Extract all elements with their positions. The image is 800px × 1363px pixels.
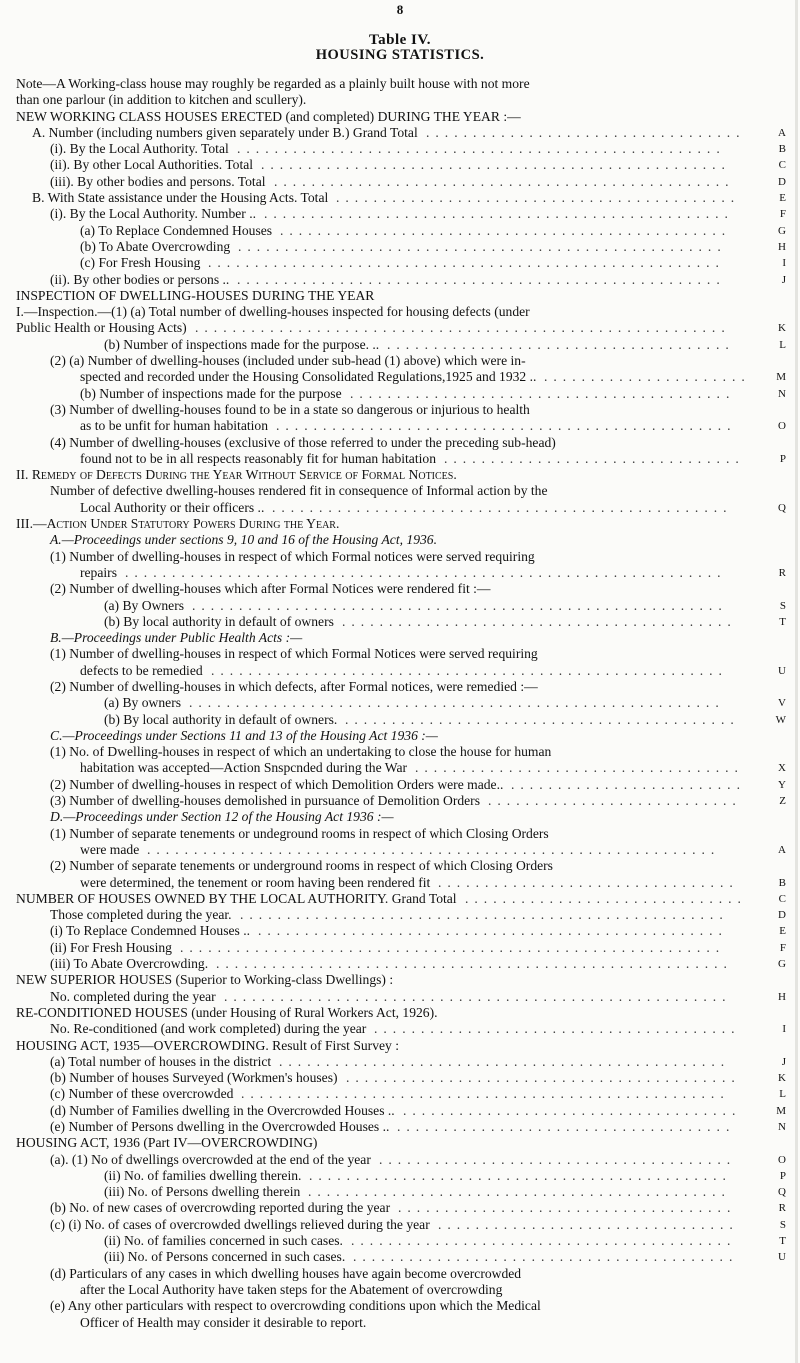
statistic-row <box>16 842 786 858</box>
line-text: (iii) No. of Persons dwelling therein <box>104 1184 301 1200</box>
text-line <box>16 646 786 662</box>
line-text: (ii). By other Local Authorities. Total <box>50 157 254 173</box>
line-text: after the Local Authority have taken steps for the Abatement of overcrowding <box>80 1281 503 1297</box>
leader-dots: ................................................ <box>280 222 732 238</box>
line-text: NEW WORKING CLASS HOUSES ERECTED (and completed) DURING THE YEAR :— <box>16 108 521 124</box>
leader-dots: ......................... <box>511 776 746 792</box>
leader-dots: .......................................................... <box>180 939 726 955</box>
line-text: Public Health or Housing Acts) <box>16 320 187 336</box>
line-text: (a) By Owners <box>104 597 185 613</box>
row-letter-label: A <box>776 125 786 141</box>
leader-dots: ................................ <box>444 450 745 466</box>
leader-dots: ................................................. <box>272 499 733 515</box>
line-text: HOUSING ACT, 1936 (Part IV—OVERCROWDING) <box>16 1135 318 1151</box>
text-line <box>16 402 786 418</box>
text-line <box>16 435 786 451</box>
row-letter-label: C <box>777 891 786 907</box>
text-line <box>16 679 786 695</box>
line-text: repairs <box>80 564 117 580</box>
statistic-row <box>16 500 786 516</box>
text-line <box>16 483 786 499</box>
line-text: A. Number (including numbers given separately under B.) Grand Total <box>32 124 418 140</box>
text-line <box>16 1315 786 1331</box>
row-letter-label: V <box>776 695 786 711</box>
row-letter-label: F <box>778 940 786 956</box>
leader-dots: .................................... <box>397 1119 736 1134</box>
row-letter-label: L <box>777 1086 786 1102</box>
row-letter-label: L <box>777 337 786 353</box>
row-letter-label: D <box>776 907 786 923</box>
line-text: NUMBER OF HOUSES OWNED BY THE LOCAL AUTHORITY. Grand Total <box>16 890 457 906</box>
line-text: (d) Particulars of any cases in which dwelling houses have again become overcrowded <box>50 1265 522 1281</box>
line-text: Local Authority or their officers .. <box>80 499 265 515</box>
statistic-row <box>16 125 786 141</box>
text-line <box>16 532 786 548</box>
statistic-row <box>16 923 786 939</box>
row-letter-label: C <box>777 157 786 173</box>
statistic-row <box>16 1249 786 1265</box>
leader-dots: ................................ <box>438 1216 739 1232</box>
text-line <box>16 1005 786 1021</box>
statistic-row <box>16 1086 786 1102</box>
leader-dots: .................................................... <box>241 1086 730 1102</box>
row-letter-label: U <box>776 663 786 679</box>
line-text: (iii) No. of Persons concerned in such cases. <box>104 1249 346 1265</box>
line-text: A.—Proceedings under sections 9, 10 and 16 of the Housing Act, 1936. <box>50 532 438 548</box>
leader-dots: .................................... <box>398 1200 737 1216</box>
line-text: Officer of Health may consider it desirable to report. <box>80 1314 367 1330</box>
leader-dots: ................................... <box>415 760 744 776</box>
leader-dots: ....................................................... <box>211 662 728 678</box>
leader-dots: .......................................... <box>346 1070 741 1086</box>
statistic-row <box>16 239 786 255</box>
line-text: I.—Inspection.—(1) (a) Total number of dwelling-houses inspected for housing defects (under <box>16 304 530 320</box>
text-line <box>16 1298 786 1314</box>
row-letter-label: A <box>776 842 786 858</box>
leader-dots: .................................................. <box>261 157 731 173</box>
statistic-row <box>16 418 786 434</box>
line-text: (ii) No. of families dwelling therein. <box>104 1167 302 1183</box>
row-letter-label: Z <box>777 793 786 809</box>
statistic-row <box>16 940 786 956</box>
line-text: Number of defective dwelling-houses rendered fit in consequence of Informal action by the <box>50 483 548 499</box>
text-line <box>16 353 786 369</box>
statistic-row <box>16 614 786 630</box>
line-text: (a) By owners <box>104 695 182 711</box>
leader-dots: ................................................ <box>279 1053 731 1069</box>
statistic-row <box>16 1217 786 1233</box>
statistic-row <box>16 1233 786 1249</box>
text-line <box>16 1282 786 1298</box>
line-text: III.—Action Under Statutory Powers During the Year. <box>16 516 340 532</box>
line-text: (c) For Fresh Housing <box>80 255 201 271</box>
statistic-row <box>16 565 786 581</box>
line-text: NEW SUPERIOR HOUSES (Superior to Working-class Dwellings) : <box>16 972 394 988</box>
leader-dots: ......................................................... <box>192 597 728 613</box>
row-letter-label: K <box>776 1070 786 1086</box>
text-line <box>16 467 786 483</box>
statistic-row <box>16 663 786 679</box>
line-text: (b) By local authority in default of owners <box>104 613 334 629</box>
line-text: (c) (i) No. of cases of overcrowded dwellings relieved during the year <box>50 1216 430 1232</box>
leader-dots: .................................................... <box>238 238 727 254</box>
line-text: (d) Number of Families dwelling in the Overcrowded Houses .. <box>50 1102 395 1118</box>
statistics-body <box>16 76 786 1331</box>
statistic-row <box>16 891 786 907</box>
text-line <box>16 304 786 320</box>
line-text: (b) Number of inspections made for the purpose. .. <box>104 336 380 352</box>
statistic-row <box>16 695 786 711</box>
line-text: (i) To Replace Condemned Houses .. <box>50 923 251 939</box>
line-text: Note—A Working-class house may roughly be regarded as a plainly built house with not more <box>16 76 530 91</box>
line-text: B. With State assistance under the Housing Acts. Total <box>32 190 329 206</box>
leader-dots: .................................................... <box>237 271 726 287</box>
leader-dots: ............................................. <box>309 1167 732 1183</box>
leader-dots: ...................................... <box>379 1151 737 1167</box>
statistic-row <box>16 206 786 222</box>
row-letter-label: B <box>777 875 786 891</box>
row-letter-label: S <box>778 598 786 614</box>
statistic-row <box>16 174 786 190</box>
text-line <box>16 728 786 744</box>
line-text: (a) Total number of houses in the district <box>50 1053 272 1069</box>
statistic-row <box>16 956 786 972</box>
statistic-row <box>16 1119 786 1135</box>
line-text: found not to be in all respects reasonably fit for human habitation <box>80 450 436 466</box>
leader-dots: ....................................................... <box>216 956 733 972</box>
leader-dots: ............................................................. <box>147 841 721 857</box>
leader-dots: ................................................. <box>276 418 737 434</box>
statistic-row <box>16 272 786 288</box>
line-text: (3) Number of dwelling-houses found to be in a state so dangerous or injurious to health <box>50 401 530 417</box>
row-letter-label: O <box>776 418 786 434</box>
row-letter-label: B <box>777 141 786 157</box>
line-text: (e) Any other particulars with respect to overcrowding conditions upon which the Medical <box>50 1298 541 1314</box>
row-letter-label: K <box>776 320 786 336</box>
row-letter-label: O <box>776 1152 786 1168</box>
leader-dots: .......................................... <box>345 711 740 727</box>
statistic-row <box>16 760 786 776</box>
leader-dots: ...................................................... <box>224 988 732 1004</box>
statistic-row <box>16 190 786 206</box>
statistic-row <box>16 1152 786 1168</box>
leader-dots: ................................ <box>438 874 739 890</box>
text-line <box>16 581 786 597</box>
line-text: No. Re-conditioned (and work completed) during the year <box>50 1021 367 1037</box>
text-line <box>16 76 786 92</box>
statistic-row <box>16 1168 786 1184</box>
line-text: INSPECTION OF DWELLING-HOUSES DURING THE YEAR <box>16 287 375 303</box>
row-letter-label: M <box>774 1103 786 1119</box>
line-text: No. completed during the year <box>50 988 216 1004</box>
line-text: (a). (1) No of dwellings overcrowded at the end of the year <box>50 1151 371 1167</box>
leader-dots: ....................................................... <box>208 255 725 271</box>
line-text: (2) (a) Number of dwelling-houses (included under sub-head (1) above) which were in- <box>50 353 526 369</box>
leader-dots: ......................................... <box>351 1233 737 1249</box>
line-text: (4) Number of dwelling-houses (exclusive of those referred to under the preceding sub-head) <box>50 434 556 450</box>
line-text: (2) Number of dwelling-houses in which defects, after Formal notices, were remedied :— <box>50 678 538 694</box>
line-text: (iii). By other bodies and persons. Total <box>50 173 266 189</box>
line-text: D.—Proceedings under Section 12 of the Housing Act 1936 :— <box>50 809 394 825</box>
text-line <box>16 858 786 874</box>
leader-dots: ....................................... <box>374 1021 741 1037</box>
text-line <box>16 92 786 108</box>
line-text: (2) Number of separate tenements or underground rooms in respect of which Closing Orders <box>50 858 553 874</box>
text-line <box>16 809 786 825</box>
line-text: spected and recorded under the Housing Consolidated Regulations,1925 and 1932 .. <box>80 369 537 385</box>
leader-dots: ......................................... <box>350 385 736 401</box>
row-letter-label: W <box>774 712 786 728</box>
leader-dots: ..................................... <box>387 336 735 352</box>
statistic-row <box>16 712 786 728</box>
leader-dots: ......................................... <box>353 1249 739 1265</box>
row-letter-label: F <box>778 206 786 222</box>
line-text: (b) By local authority in default of owners. <box>104 711 338 727</box>
line-text: (2) Number of dwelling-houses in respect of which Demolition Orders were made.. <box>50 776 504 792</box>
text-line <box>16 630 786 646</box>
line-text: defects to be remedied <box>80 662 203 678</box>
leader-dots: ........................................... <box>336 190 741 206</box>
statistic-row <box>16 337 786 353</box>
section-title: HOUSING STATISTICS. <box>315 47 485 63</box>
text-line <box>16 826 786 842</box>
line-text: (a) To Replace Condemned Houses <box>80 222 273 238</box>
row-letter-label: H <box>776 239 786 255</box>
row-letter-label: Y <box>776 777 786 793</box>
line-text: (b) To Abate Overcrowding <box>80 238 231 254</box>
row-letter-label: I <box>780 255 786 271</box>
table-title: Table IV. <box>368 32 432 48</box>
text-line <box>16 1038 786 1054</box>
line-text: were made <box>80 841 140 857</box>
line-text: (i). By the Local Authority. Number .. <box>50 206 257 222</box>
row-letter-label: M <box>774 369 786 385</box>
statistic-row <box>16 223 786 239</box>
statistic-row <box>16 1184 786 1200</box>
leader-dots: ............................................. <box>308 1184 731 1200</box>
line-text: (1) Number of dwelling-houses in respect of which Formal Notices were served requiring <box>50 646 538 662</box>
statistic-row <box>16 875 786 891</box>
line-text: (ii). By other bodies or persons .. <box>50 271 230 287</box>
statistic-row <box>16 141 786 157</box>
line-text: (b) No. of new cases of overcrowding reported during the year <box>50 1200 391 1216</box>
line-text: (b) Number of houses Surveyed (Workmen's houses) <box>50 1070 338 1086</box>
leader-dots: ................................................................ <box>125 564 727 580</box>
statistic-row <box>16 598 786 614</box>
line-text: habitation was accepted—Action Snspcnded during the War <box>80 760 408 776</box>
text-line <box>16 1135 786 1151</box>
row-letter-label: X <box>776 760 786 776</box>
text-line <box>16 549 786 565</box>
line-text: (2) Number of dwelling-houses which after Formal Notices were rendered fit :— <box>50 581 491 597</box>
statistic-row <box>16 793 786 809</box>
row-letter-label: E <box>777 190 786 206</box>
row-letter-label: Q <box>776 1184 786 1200</box>
line-text: Those completed during the year. <box>50 907 232 923</box>
row-letter-label: P <box>778 1168 786 1184</box>
statistic-row <box>16 989 786 1005</box>
row-letter-label: G <box>776 956 786 972</box>
line-text: (c) Number of these overcrowded <box>50 1086 234 1102</box>
line-text: RE-CONDITIONED HOUSES (under Housing of Rural Workers Act, 1926). <box>16 1004 438 1020</box>
leader-dots: .............................. <box>465 890 747 906</box>
row-letter-label: E <box>777 923 786 939</box>
row-letter-label: I <box>780 1021 786 1037</box>
leader-dots: .................................................. <box>258 923 728 939</box>
statistic-row <box>16 1054 786 1070</box>
statistic-row <box>16 907 786 923</box>
leader-dots: ........................... <box>488 793 742 809</box>
text-line <box>16 1266 786 1282</box>
line-text: C.—Proceedings under Sections 11 and 13 of the Housing Act 1936 :— <box>50 727 438 743</box>
row-letter-label: S <box>778 1217 786 1233</box>
statistic-row <box>16 369 786 385</box>
line-text: (i). By the Local Authority. Total <box>50 141 229 157</box>
leader-dots: ................................................. <box>274 173 735 189</box>
leader-dots: .................................................... <box>237 141 726 157</box>
row-letter-label: D <box>776 174 786 190</box>
text-line <box>16 744 786 760</box>
statistic-row <box>16 157 786 173</box>
line-text: (1) Number of separate tenements or undeground rooms in respect of which Closing Orders <box>50 825 549 841</box>
row-letter-label: H <box>776 989 786 1005</box>
statistic-row <box>16 1070 786 1086</box>
text-line <box>16 972 786 988</box>
text-line <box>16 516 786 532</box>
row-letter-label: Q <box>776 500 786 516</box>
row-letter-label: U <box>776 1249 786 1265</box>
line-text: (1) No. of Dwelling-houses in respect of which an undertaking to close the house for human <box>50 744 552 760</box>
statistic-row <box>16 255 786 271</box>
line-text: II. Remedy of Defects During the Year Without Service of Formal Notices. <box>16 467 457 483</box>
row-letter-label: R <box>777 1200 786 1216</box>
row-letter-label: N <box>776 386 786 402</box>
row-letter-label: J <box>780 1054 786 1070</box>
statistic-row <box>16 386 786 402</box>
line-text: B.—Proceedings under Public Health Acts :— <box>50 630 303 646</box>
text-line <box>16 109 786 125</box>
row-letter-label: T <box>777 1233 786 1249</box>
leader-dots: .................................................. <box>264 206 734 222</box>
leader-dots: ......................................................... <box>189 695 725 711</box>
line-text: (3) Number of dwelling-houses demolished in pursuance of Demolition Orders <box>50 793 480 809</box>
row-letter-label: R <box>777 565 786 581</box>
line-text: HOUSING ACT, 1935—OVERCROWDING. Result of First Survey : <box>16 1037 400 1053</box>
leader-dots: ...................... <box>544 369 751 385</box>
line-text: (b) Number of inspections made for the purpose <box>80 385 342 401</box>
line-text: (e) Number of Persons dwelling in the Overcrowded Houses .. <box>50 1119 390 1134</box>
line-text: (ii) No. of families concerned in such cases. <box>104 1233 343 1249</box>
line-text: than one parlour (in addition to kitchen and scullery). <box>16 92 307 108</box>
leader-dots: .......................................... <box>342 613 737 629</box>
row-letter-label: G <box>776 223 786 239</box>
statistic-row <box>16 1021 786 1037</box>
page-number: 8 <box>396 2 404 17</box>
leader-dots: ......................................................... <box>195 320 731 336</box>
statistic-row <box>16 451 786 467</box>
statistic-row <box>16 320 786 336</box>
page-edge <box>795 0 798 1363</box>
line-text: (1) Number of dwelling-houses in respect of which Formal notices were served requiring <box>50 548 535 564</box>
leader-dots: .................................... <box>403 1102 742 1118</box>
row-letter-label: J <box>780 272 786 288</box>
leader-dots: .................................. <box>426 124 746 140</box>
line-text: were determined, the tenement or room having been rendered fit <box>80 874 431 890</box>
statistic-row <box>16 1103 786 1119</box>
leader-dots: .................................................... <box>240 907 729 923</box>
statistic-row <box>16 777 786 793</box>
line-text: (iii) To Abate Overcrowding. <box>50 956 209 972</box>
line-text: (ii) For Fresh Housing <box>50 939 172 955</box>
row-letter-label: T <box>777 614 786 630</box>
statistic-row <box>16 1200 786 1216</box>
text-line <box>16 288 786 304</box>
row-letter-label: P <box>778 451 786 467</box>
row-letter-label: N <box>776 1119 786 1135</box>
line-text: as to be unfit for human habitation <box>80 418 269 434</box>
